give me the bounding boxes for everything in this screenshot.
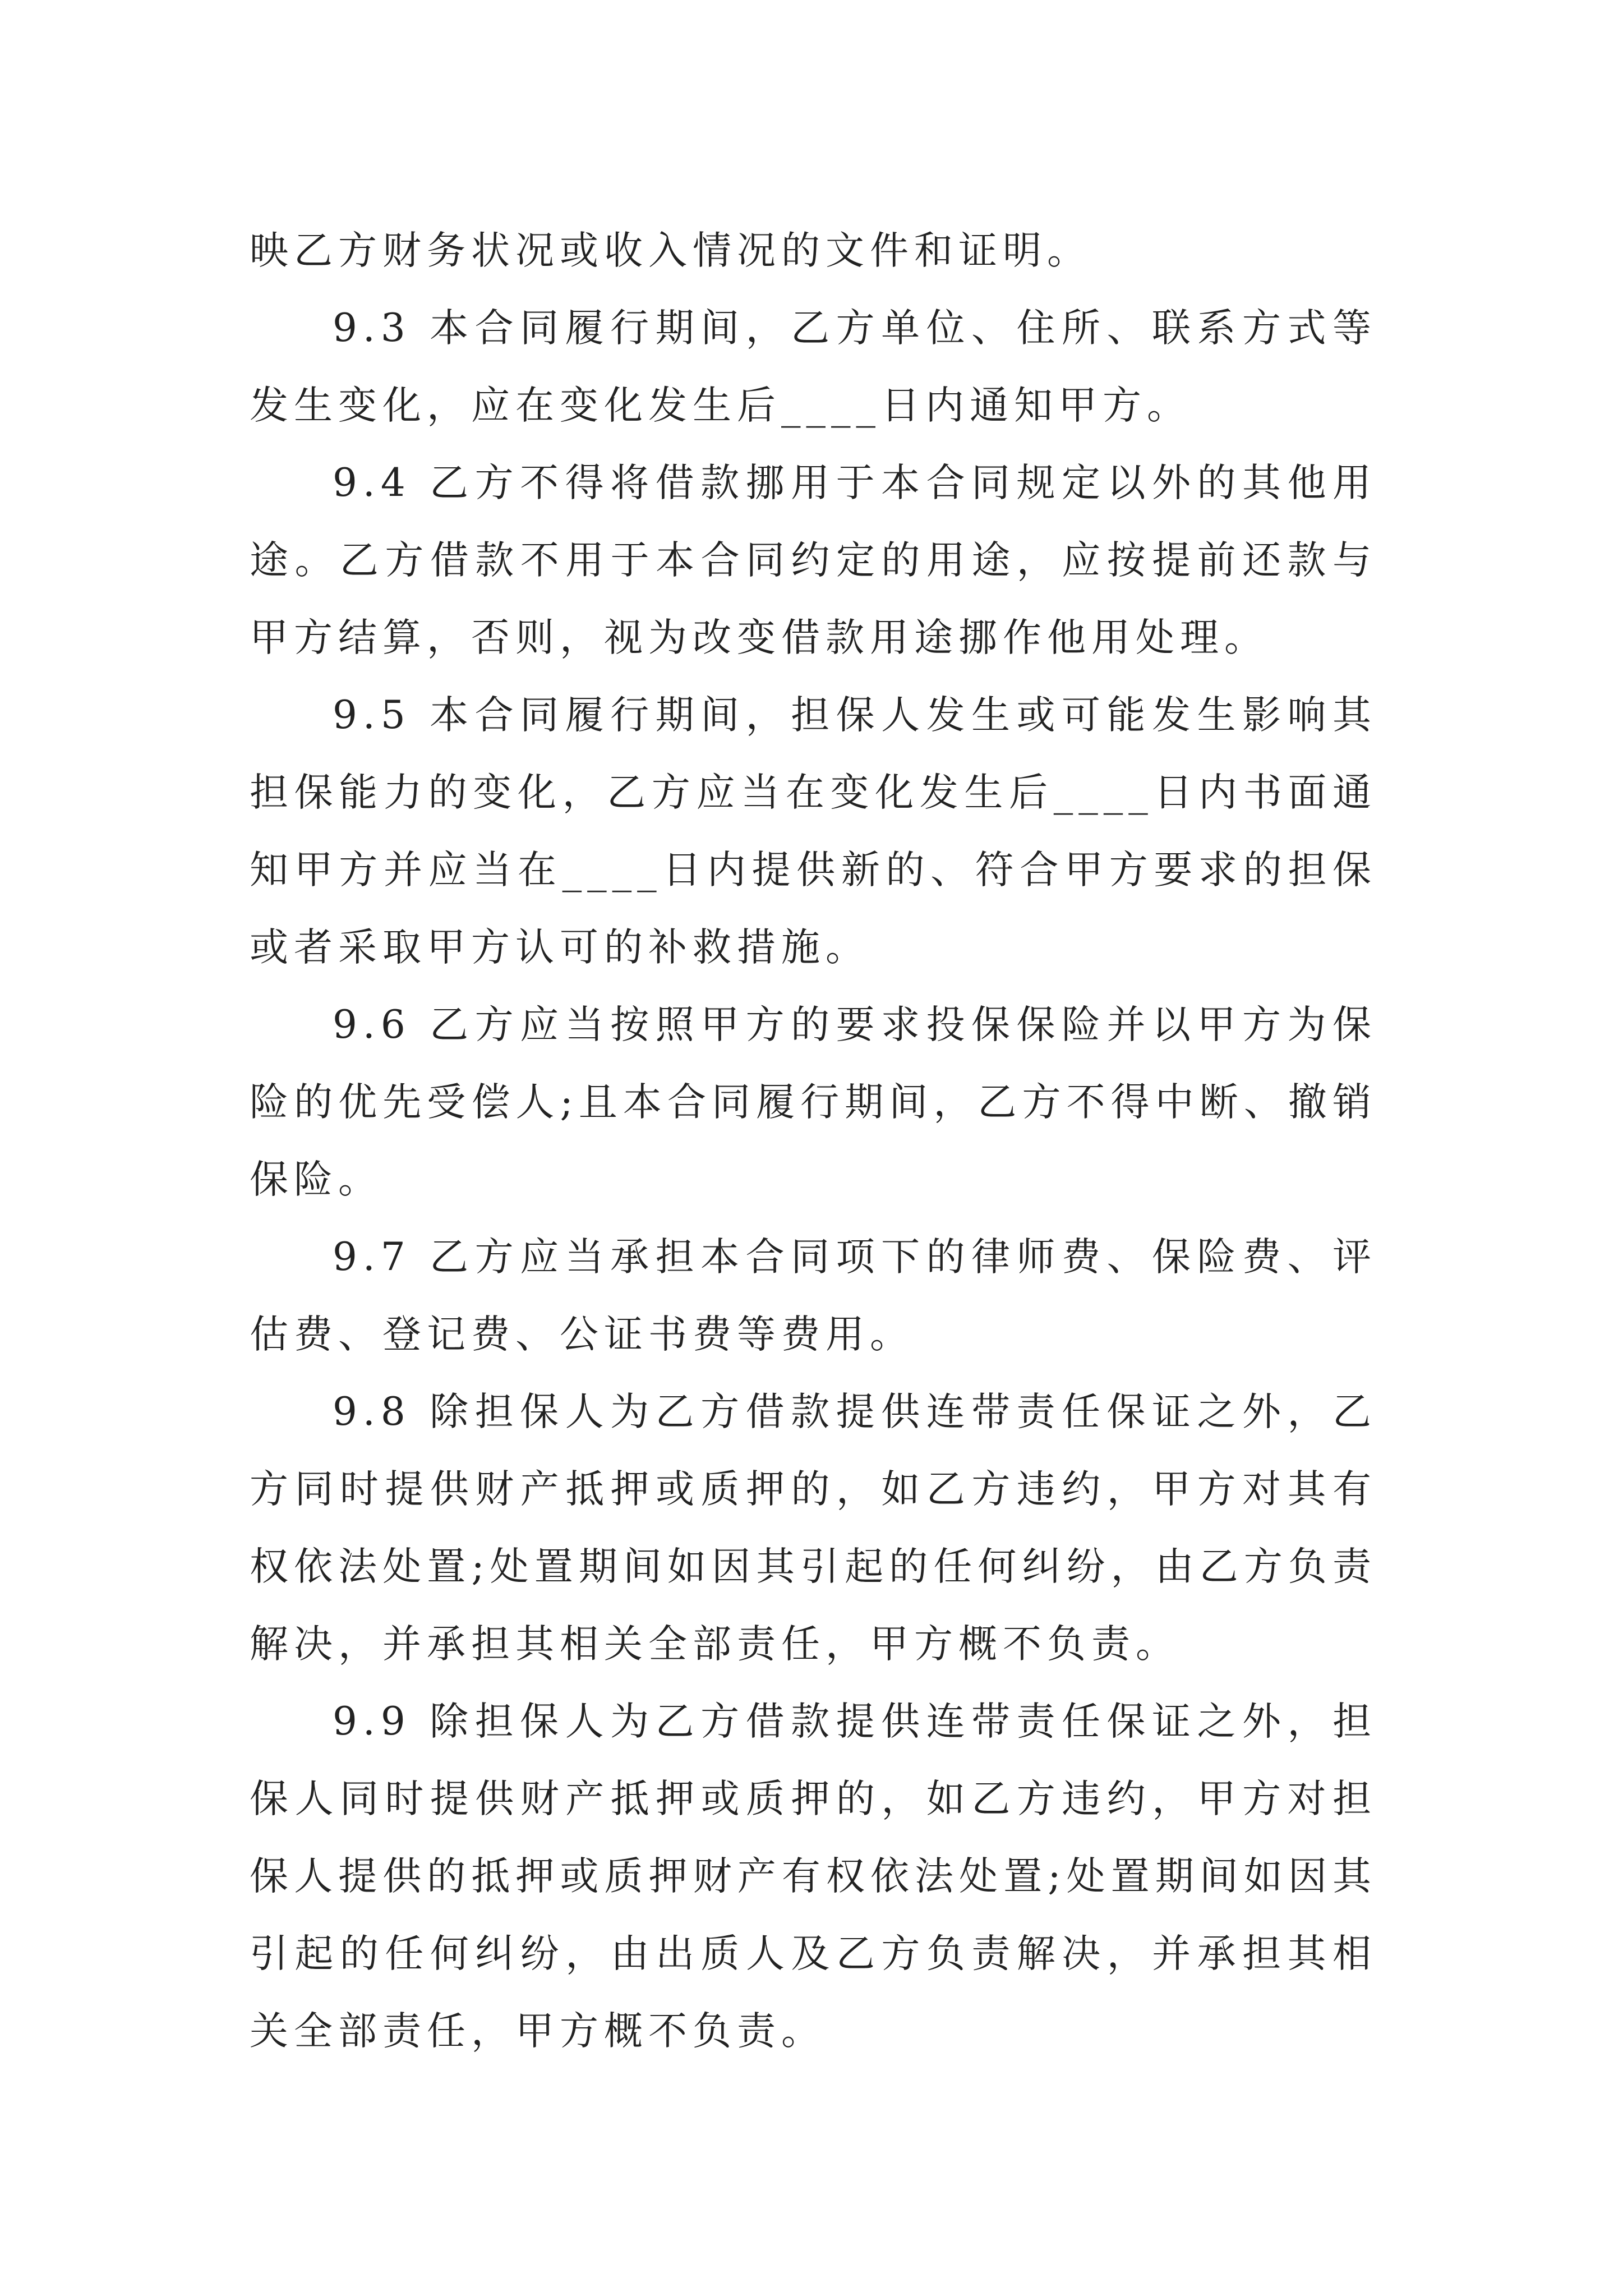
clause-9-7: 9.7 乙方应当承担本合同项下的律师费、保险费、评估费、登记费、公证书费等费用。 — [250, 1235, 1377, 1357]
clause-9-6: 9.6 乙方应当按照甲方的要求投保保险并以甲方为保险的优先受偿人;且本合同履行期间，乙方不得中断、撤销保险。 — [250, 1002, 1377, 1202]
clause-9-9: 9.9 除担保人为乙方借款提供连带责任保证之外，担保人同时提供财产抵押或质押的，如乙方违约，甲方对担保人提供的抵押或质押财产有权依法处置;处置期间如因其引起的任何纠纷，由出质人及乙方负责解决，并承担其相关全部责任，甲方概不负责。 — [250, 1699, 1377, 2054]
clause-9-4: 9.4 乙方不得将借款挪用于本合同规定以外的其他用途。乙方借款不用于本合同约定的用途，应按提前还款与甲方结算，否则，视为改变借款用途挪作他用处理。 — [250, 461, 1377, 660]
paragraph-continuation: 映乙方财务状况或收入情况的文件和证明。 — [250, 228, 1091, 273]
clause-9-3: 9.3 本合同履行期间，乙方单位、住所、联系方式等发生变化，应在变化发生后____日内通知甲方。 — [250, 306, 1377, 428]
clause-9-8: 9.8 除担保人为乙方借款提供连带责任保证之外，乙方同时提供财产抵押或质押的，如乙方违约，甲方对其有权依法处置;处置期间如因其引起的任何纠纷，由乙方负责解决，并承担其相关全部责任，甲方概不负责。 — [250, 1389, 1377, 1667]
document-body — [250, 212, 1377, 2070]
clause-9-5: 9.5 本合同履行期间，担保人发生或可能发生影响其担保能力的变化，乙方应当在变化发生后____日内书面通知甲方并应当在____日内提供新的、符合甲方要求的担保或者采取甲方认可的补救措施。 — [250, 693, 1377, 970]
